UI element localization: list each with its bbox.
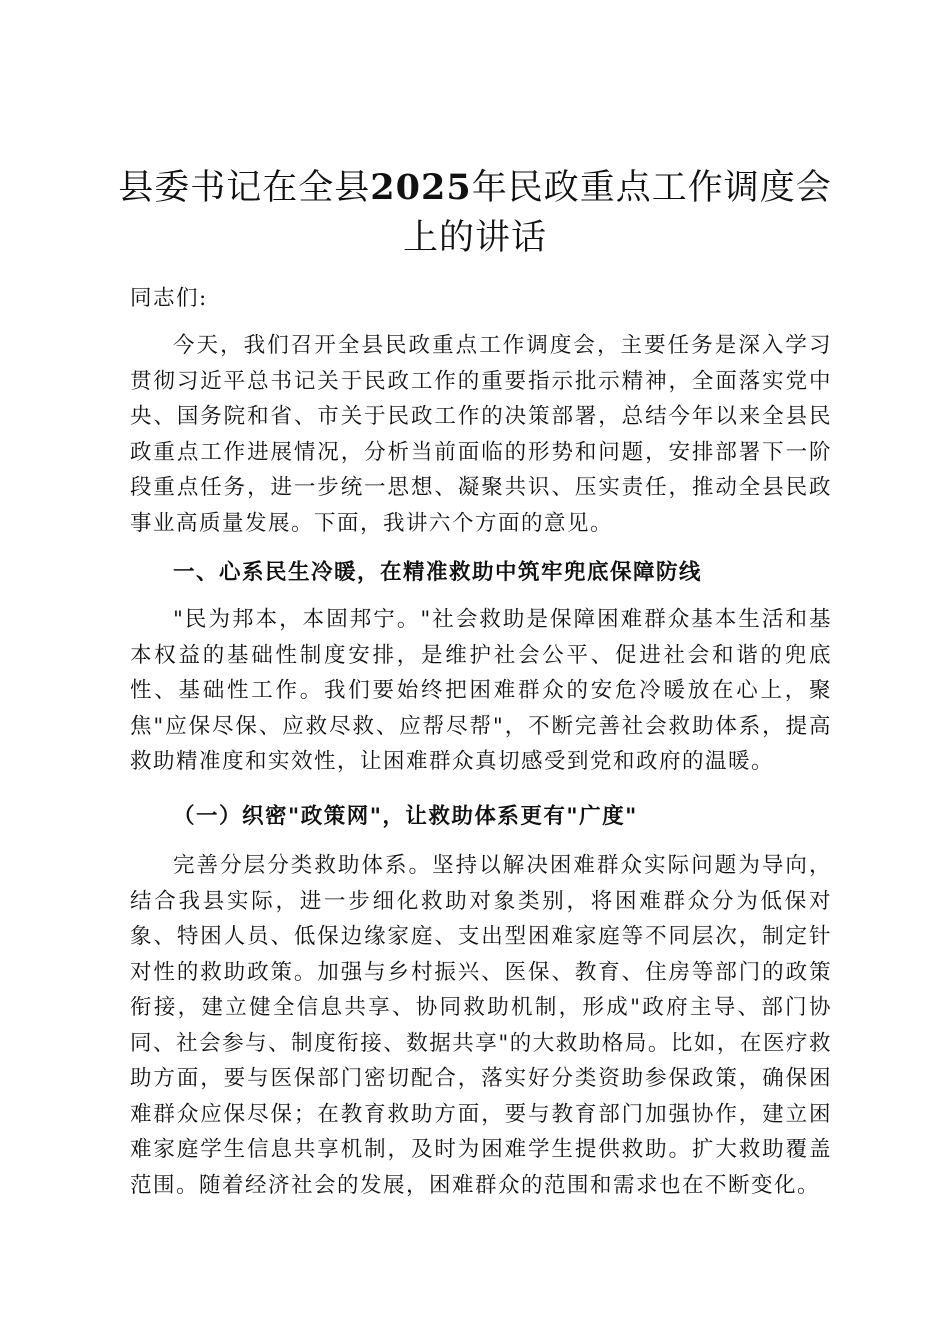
salutation: 同志们:	[130, 286, 208, 311]
subsection-heading-1: （一）织密"政策网"，让救助体系更有"广度"	[173, 804, 638, 829]
title-part-1: 县委书记在全县	[118, 168, 371, 208]
paragraph-subsection-1: 完善分层分类救助体系。坚持以解决困难群众实际问题为导向，结合我县实际，进一步细化救助对象类别，将困难群众分为低保对象、特困人员、低保边缘家庭、支出型困难家庭等不同层次，制定针对性的救助政策。加强与乡村振兴、医保、教育、住房等部门的政策衔接，建立健全信息共享、协同救助机制，形成"政府主导、部门协同、社会参与、制度衔接、数据共享"的大救助格局。比如，在医疗救助方面，要与医保部门密切配合，落实好分类资助参保政策，确保困难群众应保尽保；在教育救助方面，要与教育部门加强协作，建立困难家庭学生信息共享机制，及时为困难学生提供救助。扩大救助覆盖范围。随着经济社会的发展，困难群众的范围和需求也在不断变化。	[130, 853, 832, 1198]
title-line-2: 上的讲话	[402, 218, 547, 258]
title-part-2: 年民政重点工作调度会	[471, 168, 832, 208]
document-title	[110, 163, 840, 263]
paragraph-intro: 今天，我们召开全县民政重点工作调度会，主要任务是深入学习贯彻习近平总书记关于民政工作的重要指示批示精神，全面落实党中央、国务院和省、市关于民政工作的决策部署，总结今年以来全县民政重点工作进展情况，分析当前面临的形势和问题，安排部署下一阶段重点任务，进一步统一思想、凝聚共识、压实责任，推动全县民政事业高质量发展。下面，我讲六个方面的意见。	[130, 333, 832, 536]
title-year: 2025	[370, 167, 472, 208]
section-heading-1: 一、心系民生冷暖，在精准救助中筑牢兜底保障防线	[173, 560, 703, 585]
paragraph-section-1: "民为邦本，本固邦宁。"社会救助是保障困难群众基本生活和基本权益的基础性制度安排，是维护社会公平、促进社会和谐的兜底性、基础性工作。我们要始终把困难群众的安危冷暖放在心上，聚焦"应保尽保、应救尽救、应帮尽帮"，不断完善社会救助体系，提高救助精准度和实效性，让困难群众真切感受到党和政府的温暖。	[130, 607, 832, 774]
